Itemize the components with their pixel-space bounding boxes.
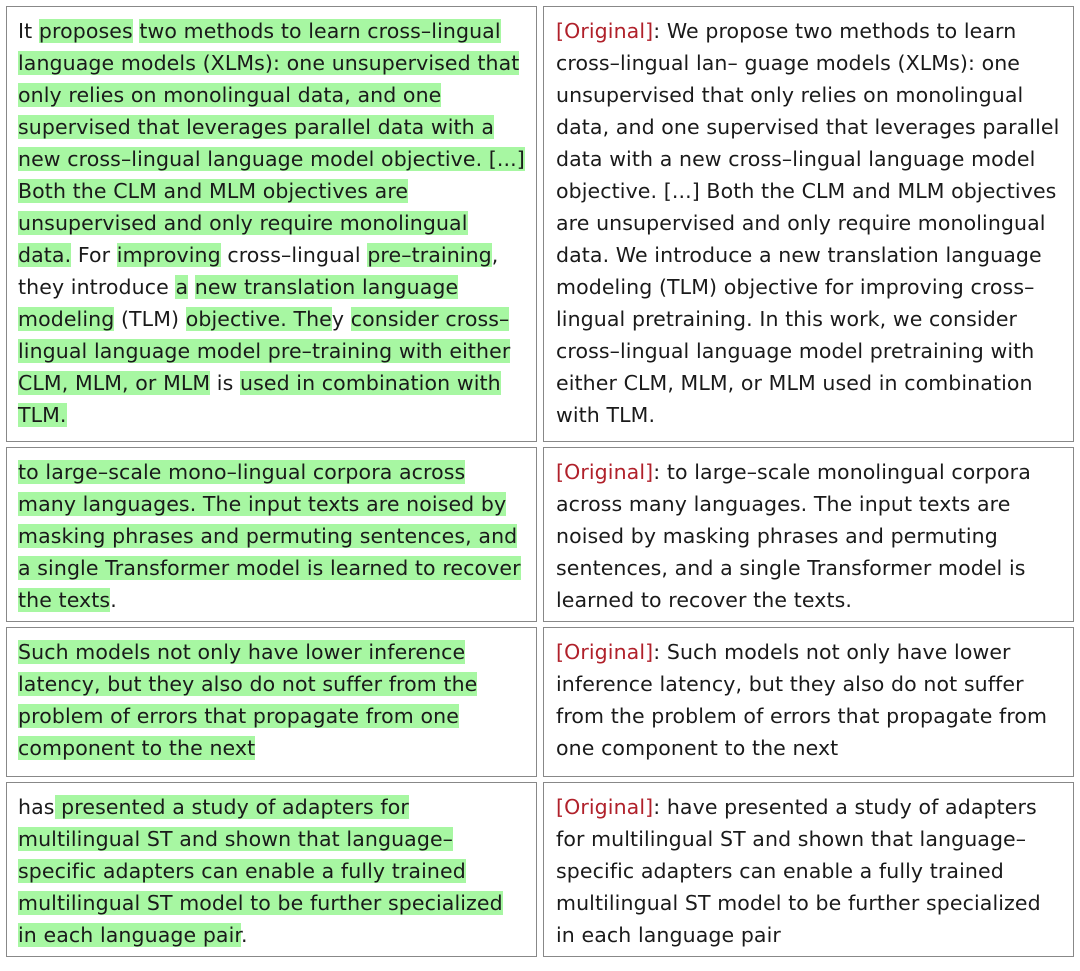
plain-text: (TLM): [114, 307, 186, 331]
plain-text: is: [210, 371, 240, 395]
table-row: [6, 782, 1074, 957]
highlighted-text: Such models not only have lower inference latency, but they also do not suffer from the problem of errors that propagate from one component to the next: [18, 640, 478, 760]
table-row: [6, 627, 1074, 777]
highlighted-text: new translation language modeling: [18, 275, 459, 331]
highlighted-text: presented a study of adapters for multilingual ST and shown that language–specific adapters can enable a fully trained multilingual ST model to be further specialized in each language pair: [18, 795, 503, 947]
highlighted-text: consider cross–lingual language model pre–training with either CLM, MLM, or MLM: [18, 307, 511, 395]
paraphrase-cell: [6, 627, 537, 777]
highlighted-text: proposes: [38, 19, 133, 43]
comparison-table: [6, 6, 1074, 962]
original-tag: [Original]: [556, 795, 654, 819]
plain-text: It: [18, 19, 39, 43]
highlighted-text: pre–training: [367, 243, 492, 267]
highlighted-text: improving: [116, 243, 221, 267]
paraphrase-cell: [6, 6, 537, 442]
original-tag: [Original]: [556, 640, 654, 664]
original-cell: [543, 6, 1074, 442]
original-cell: [543, 627, 1074, 777]
original-cell: [543, 447, 1074, 622]
plain-text: , they introduce: [18, 243, 499, 299]
plain-text: .: [110, 588, 117, 612]
plain-text: For: [71, 243, 117, 267]
highlighted-text: a: [175, 275, 189, 299]
table-row: [6, 447, 1074, 622]
plain-text: y: [331, 307, 351, 331]
table-row: [6, 6, 1074, 442]
highlighted-text: objective. The: [185, 307, 332, 331]
paraphrase-cell: [6, 782, 537, 957]
highlighted-text: used in combination with TLM.: [18, 371, 501, 427]
original-text: : Such models not only have lower inference latency, but they also do not suffer from the problem of errors that propagate from one component to the next: [556, 640, 1048, 760]
paraphrase-cell: [6, 447, 537, 622]
plain-text: cross–lingual: [220, 243, 368, 267]
original-cell: [543, 782, 1074, 957]
original-tag: [Original]: [556, 19, 654, 43]
highlighted-text: two methods to learn cross–lingual language models (XLMs): one unsupervised that only relies on monolingual data, and one supervised that leverages parallel data with a new cross–lingual language model objective. [...] Both the CLM and MLM objectives are unsupervised and only require monolingual data.: [18, 19, 525, 267]
original-text: : to large–scale monolingual corpora across many languages. The input texts are noised by masking phrases and permuting sentences, and a single Transformer model is learned to recover the texts.: [556, 460, 1031, 612]
original-text: : We propose two methods to learn cross–lingual lan– guage models (XLMs): one unsupervised that only relies on monolingual data, and one supervised that leverages parallel data with a new cross–lingual language model objective. [...] Both the CLM and MLM objectives are unsupervised and only require monolingual data. We introduce a new translation language modeling (TLM) objective for improving cross–lingual pretraining. In this work, we consider cross–lingual language model pretraining with either CLM, MLM, or MLM used in combination with TLM.: [556, 19, 1060, 427]
plain-text: has: [18, 795, 55, 819]
highlighted-text: to large–scale mono–lingual corpora across many languages. The input texts are noised by masking phrases and permuting sentences, and a single Transformer model is learned to recover the texts: [18, 460, 521, 612]
plain-text: .: [241, 923, 248, 947]
original-text: : have presented a study of adapters for multilingual ST and shown that language–specific adapters can enable a fully trained multilingual ST model to be further specialized in each language pair: [556, 795, 1041, 947]
original-tag: [Original]: [556, 460, 654, 484]
plain-text: [188, 275, 195, 299]
